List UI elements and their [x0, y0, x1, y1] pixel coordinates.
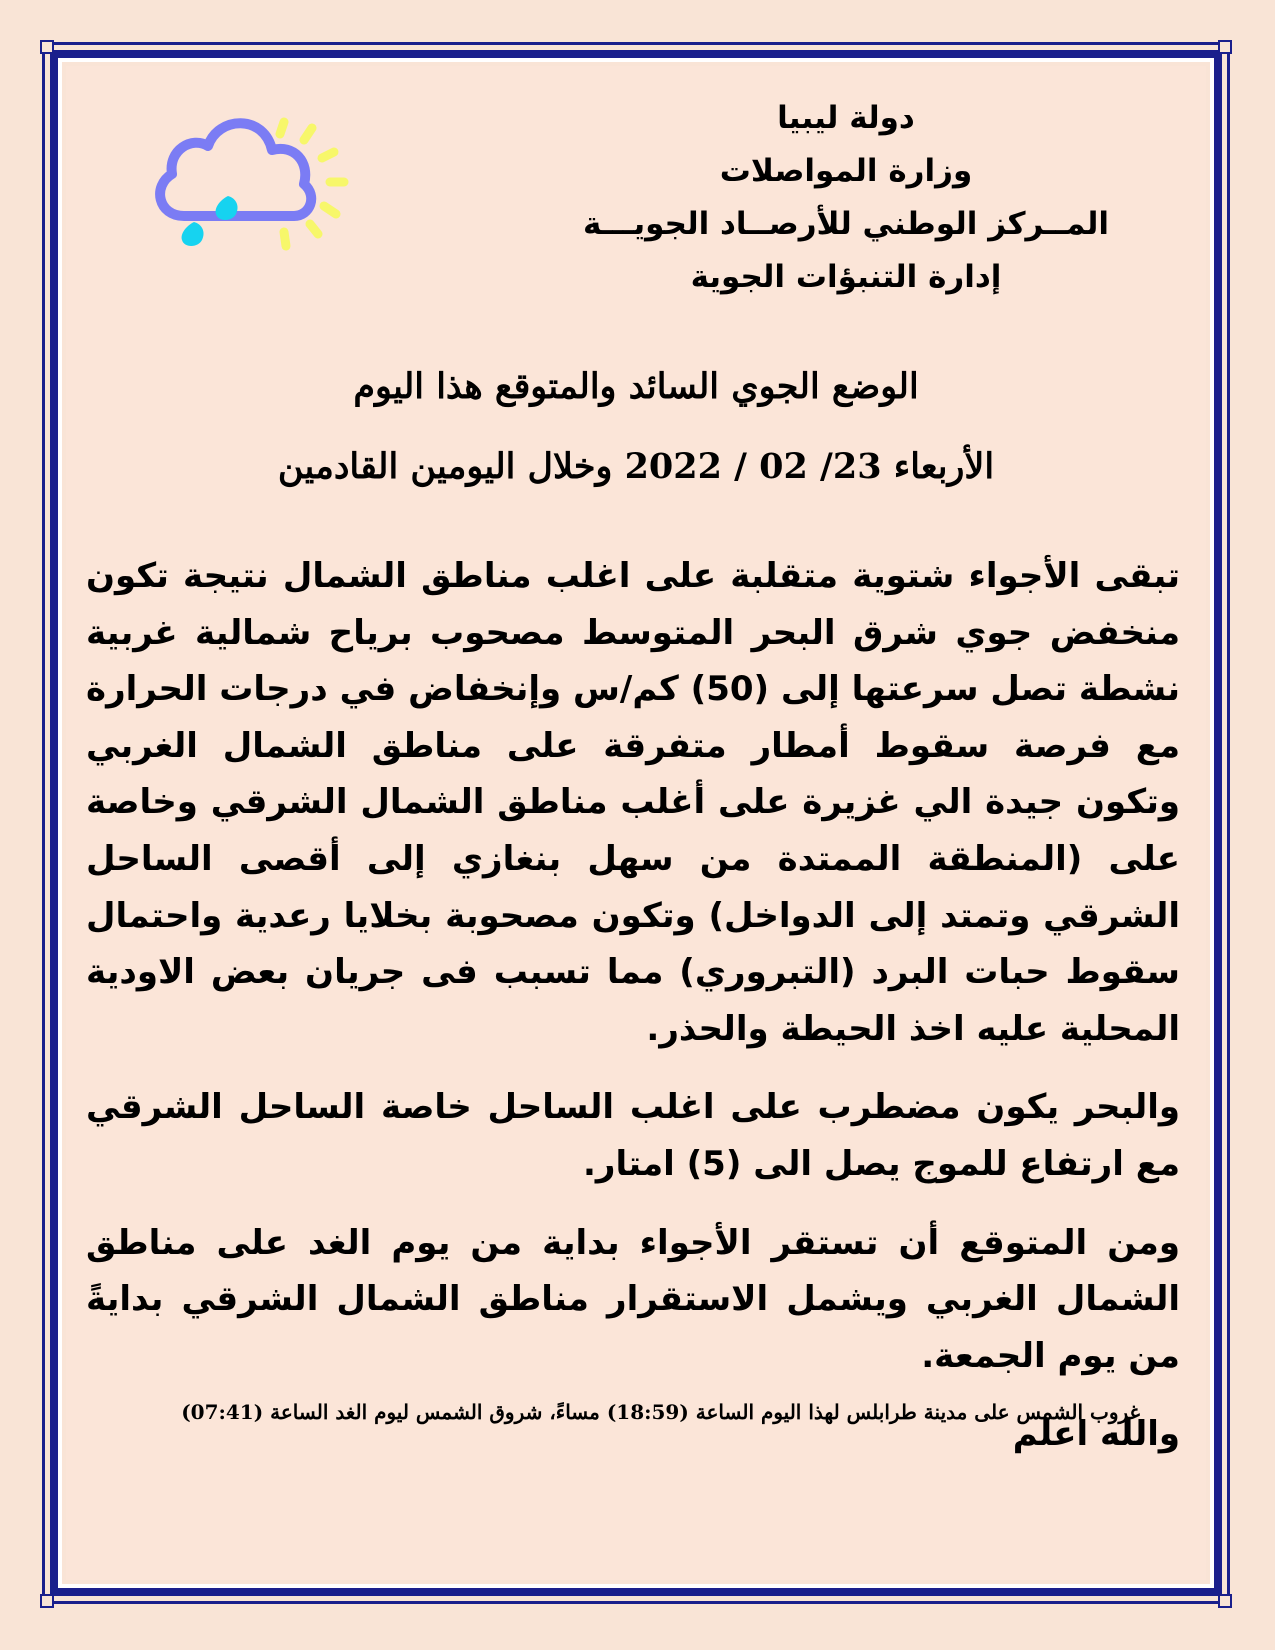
corner-ornament	[1218, 1594, 1232, 1608]
cloud-rain-sun-icon	[144, 106, 374, 256]
corner-ornament	[1218, 40, 1232, 54]
closing-phrase: والله اعلم	[1012, 1414, 1180, 1455]
bulletin-title: الوضع الجوي السائد والمتوقع هذا اليوم	[353, 366, 919, 407]
sun-times-note: غروب الشمس على مدينة طرابلس لهذا اليوم الساعة (18:59) مساءً، شروق الشمس ليوم الغد الساعة (07:41)	[181, 1400, 1140, 1424]
bulletin-content	[66, 66, 1206, 1580]
corner-ornament	[40, 40, 54, 54]
corner-ornament	[40, 1594, 54, 1608]
forecast-body	[86, 548, 1180, 1485]
header-country: دولة ليبيا	[777, 100, 915, 136]
header-ministry: وزارة المواصلات	[719, 153, 973, 189]
bulletin-date: الأربعاء 23/ 02 / 2022 وخلال اليومين القادمين	[277, 446, 995, 487]
forecast-paragraph: والبحر يكون مضطرب على اغلب الساحل خاصة الساحل الشرقي مع ارتفاع للموج يصل الى (5) امتار.	[86, 1087, 1180, 1184]
forecast-paragraph: ومن المتوقع أن تستقر الأجواء بداية من يوم الغد على مناطق الشمال الغربي ويشمل الاستقرار مناطق الشمال الشرقي بدايةً من يوم الجمعة.	[86, 1222, 1180, 1376]
header-department: إدارة التنبؤات الجوية	[690, 259, 1002, 295]
forecast-paragraph: تبقى الأجواء شتوية متقلبة على اغلب مناطق الشمال نتيجة تكون منخفض جوي شرق البحر المتوسط مصحوب برياح شمالية غربية نشطة تصل سرعتها إلى (50) كم/س وإنخفاض في درجات الحرارة مع فرصة سقوط أمطار متفرقة على مناطق الشمال الغربي وتكون جيدة الي غزيرة على أغلب مناطق الشمال الشرقي وخاصة على (المنطقة الممتدة من سهل بنغازي إلى أقصى الساحل الشرقي وتمتد إلى الدواخل) وتكون مصحوبة بخلايا رعدية واحتمال سقوط حبات البرد (التبروري) مما تسبب فى جريان بعض الاودية المحلية عليه اخذ الحيطة والحذر.	[86, 556, 1180, 1049]
header-center: المــركز الوطني للأرصــاد الجويـــة	[582, 206, 1110, 242]
ministry-header	[566, 92, 1126, 304]
